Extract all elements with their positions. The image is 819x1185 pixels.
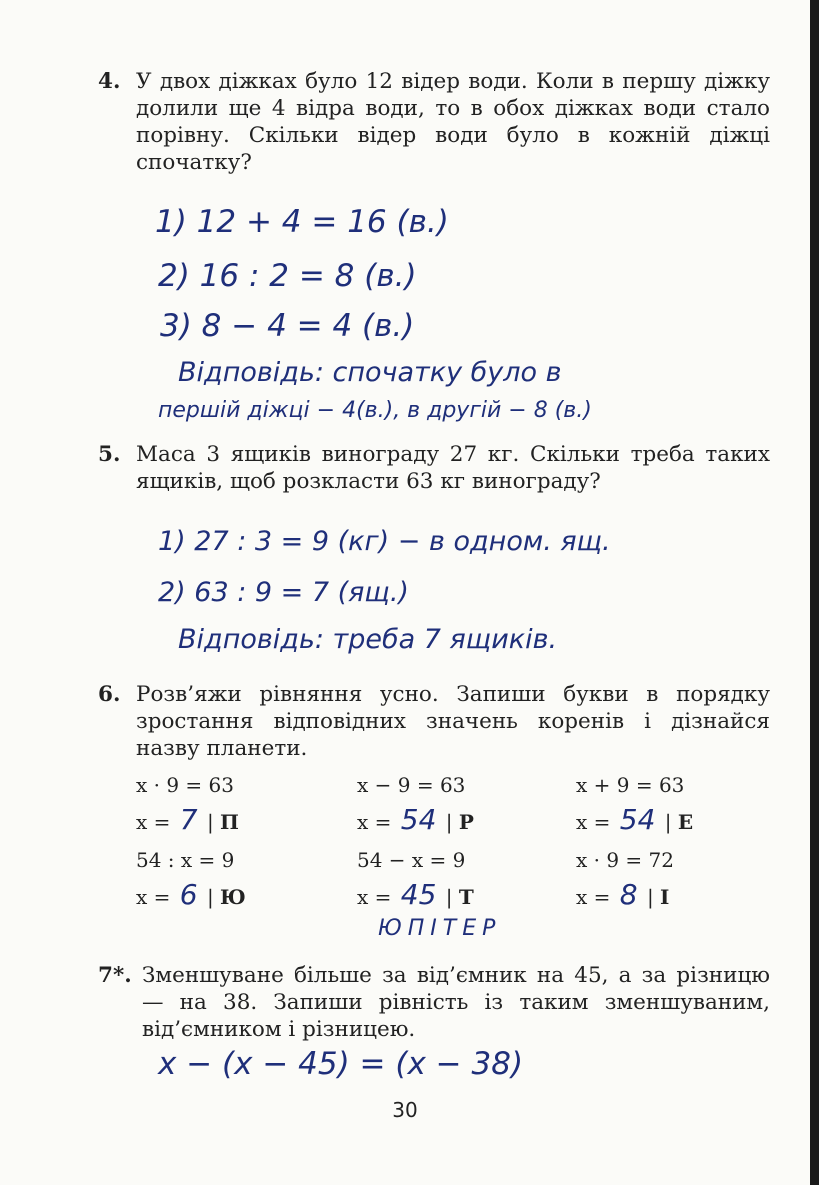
task-5-text: Маса 3 ящиків винограду 27 кг. Скільки треба таких ящиків, щоб розкласти 63 кг винограду? — [136, 442, 770, 494]
root-4-lhs: x = — [136, 885, 171, 909]
equation-6: x · 9 = 72 — [576, 848, 674, 872]
root-5: x = 45 | Т — [357, 878, 474, 911]
root-1-lhs: x = — [136, 810, 171, 834]
equation-1: x · 9 = 63 — [136, 773, 234, 797]
root-6-value: 8 — [619, 878, 638, 911]
root-2-value: 54 — [400, 803, 437, 836]
task-5-number: 5. — [98, 442, 121, 467]
task-4-step-2: 2) 16 : 2 = 8 (в.) — [158, 258, 417, 294]
task-4 — [98, 68, 770, 176]
root-5-value: 45 — [400, 878, 437, 911]
task-6-number: 6. — [98, 682, 121, 707]
task-7-number: 7*. — [98, 963, 132, 988]
task-5-answer: Відповідь: треба 7 ящиків. — [178, 624, 558, 655]
root-5-lhs: x = — [357, 885, 392, 909]
root-1: x = 7 | П — [136, 803, 239, 836]
equation-2: x − 9 = 63 — [357, 773, 466, 797]
page-edge — [810, 0, 819, 1185]
task-7-solution: x − (x − 45) = (x − 38) — [158, 1046, 524, 1082]
root-2: x = 54 | Р — [357, 803, 474, 836]
root-6: x = 8 | І — [576, 878, 670, 911]
equation-4: 54 : x = 9 — [136, 848, 235, 872]
task-5-step-2: 2) 63 : 9 = 7 (ящ.) — [158, 577, 409, 608]
root-4-value: 6 — [179, 878, 198, 911]
task-4-step-1: 1) 12 + 4 = 16 (в.) — [155, 204, 449, 240]
planet-name: ЮПІТЕР — [378, 916, 502, 941]
root-4-letter: Ю — [220, 885, 246, 909]
task-4-answer-1: Відповідь: спочатку було в — [178, 357, 562, 388]
equation-3: x + 9 = 63 — [576, 773, 685, 797]
root-5-letter: Т — [458, 885, 474, 909]
equation-5: 54 − x = 9 — [357, 848, 466, 872]
root-6-letter: І — [660, 885, 670, 909]
root-4: x = 6 | Ю — [136, 878, 246, 911]
task-7-text: Зменшуване більше за від’ємник на 45, а за різницю — на 38. Запиши рівність із таким зменшуваним, від’ємником і різницею. — [142, 963, 770, 1042]
task-5 — [98, 441, 770, 495]
root-3-value: 54 — [619, 803, 656, 836]
task-7 — [98, 962, 770, 1043]
root-6-lhs: x = — [576, 885, 611, 909]
root-2-letter: Р — [458, 810, 474, 834]
task-5-step-1: 1) 27 : 3 = 9 (кг) − в одном. ящ. — [158, 526, 611, 557]
task-6-text: Розв’яжи рівняння усно. Запиши букви в порядку зростання відповідних значень коренів і дізнайся назву планети. — [136, 682, 770, 761]
task-4-number: 4. — [98, 69, 121, 94]
task-4-text: У двох діжках було 12 відер води. Коли в першу діжку долили ще 4 відра води, то в обох діжках води стало порівну. Скільки відер води було в кожній діжці спочатку? — [136, 69, 770, 175]
task-4-step-3: 3) 8 − 4 = 4 (в.) — [160, 308, 415, 344]
root-1-value: 7 — [179, 803, 198, 836]
root-3-lhs: x = — [576, 810, 611, 834]
root-1-letter: П — [220, 810, 239, 834]
root-3: x = 54 | Е — [576, 803, 694, 836]
root-3-letter: Е — [677, 810, 694, 834]
root-2-lhs: x = — [357, 810, 392, 834]
task-4-answer-2: першій діжці − 4(в.), в другій − 8 (в.) — [158, 398, 592, 423]
page-number: 30 — [392, 1098, 418, 1122]
task-6 — [98, 681, 770, 762]
